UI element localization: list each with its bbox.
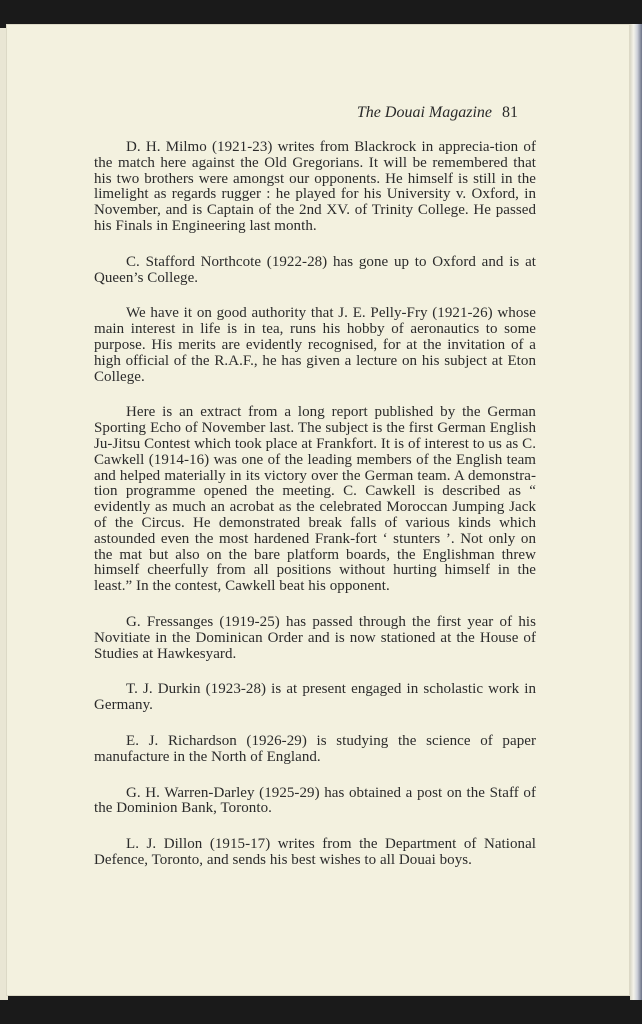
paragraph-fressanges: G. Fressanges (1919-25) has passed through the first year of his Novitiate in the Dominican Order and is now stationed at the House of Studies at Hawkesyard. [94,613,536,662]
page-number: 81 [502,104,518,121]
paragraph-warren-darley: G. H. Warren-Darley (1925-29) has obtained a post on the Staff of the Dominion Bank, Toronto. [94,784,536,817]
paragraph-northcote: C. Stafford Northcote (1922-28) has gone up to Oxford and is at Queen’s College. [94,253,536,286]
paragraph-cawkell: Here is an extract from a long report published by the German Sporting Echo of November last. The subject is the first German English Ju-Jitsu Contest which took place at Frankfort. It is of interest to us as C. Cawkell (1914-16) was one of the leading members of the English team and helped materially in its victory over the German team. A demonstra-tion programme opened the meeting. C. Cawkell is described as “ evidently as much an acrobat as the celebrated Moroccan Jumping Jack of the Circus. He demonstrated break falls of various kinds which astounded even the most hardened Frank-fort ‘ stunters ’. Not only on the mat but also on the bare platform boards, the Englishman threw himself cheerfully from all positions without hurting himself in the least.” In the contest, Cawkell beat his opponent. [94,404,536,595]
page-stack-edge [630,24,642,1000]
paragraph-milmo: D. H. Milmo (1921-23) writes from Blackrock in apprecia-tion of the match here against the Old Gregorians. It will be remembered that his two brothers were amongst our opponents. He himself is still in the limelight as regards rugger : he played for his University v. Oxford, in November, and is Captain of the 2nd XV. of Trinity College. He passed his Finals in Engineering last month. [94,139,536,234]
magazine-title: The Douai Magazine [356,104,492,121]
book-page [6,24,630,996]
page-body [94,140,536,889]
running-header [6,104,518,122]
paragraph-richardson: E. J. Richardson (1926-29) is studying the science of paper manufacture in the North of England. [94,732,536,765]
paragraph-pelly-fry: We have it on good authority that J. E. Pelly-Fry (1921-26) whose main interest in life is in tea, runs his hobby of aeronautics to some purpose. His merits are evidently recognised, for at the invitation of a high official of the R.A.F., he has given a lecture on his subject at Eton College. [94,305,536,385]
paragraph-dillon: L. J. Dillon (1915-17) writes from the Department of National Defence, Toronto, and sends his best wishes to all Douai boys. [94,836,536,868]
paragraph-durkin: T. J. Durkin (1923-28) is at present engaged in scholastic work in Germany. [94,681,536,714]
